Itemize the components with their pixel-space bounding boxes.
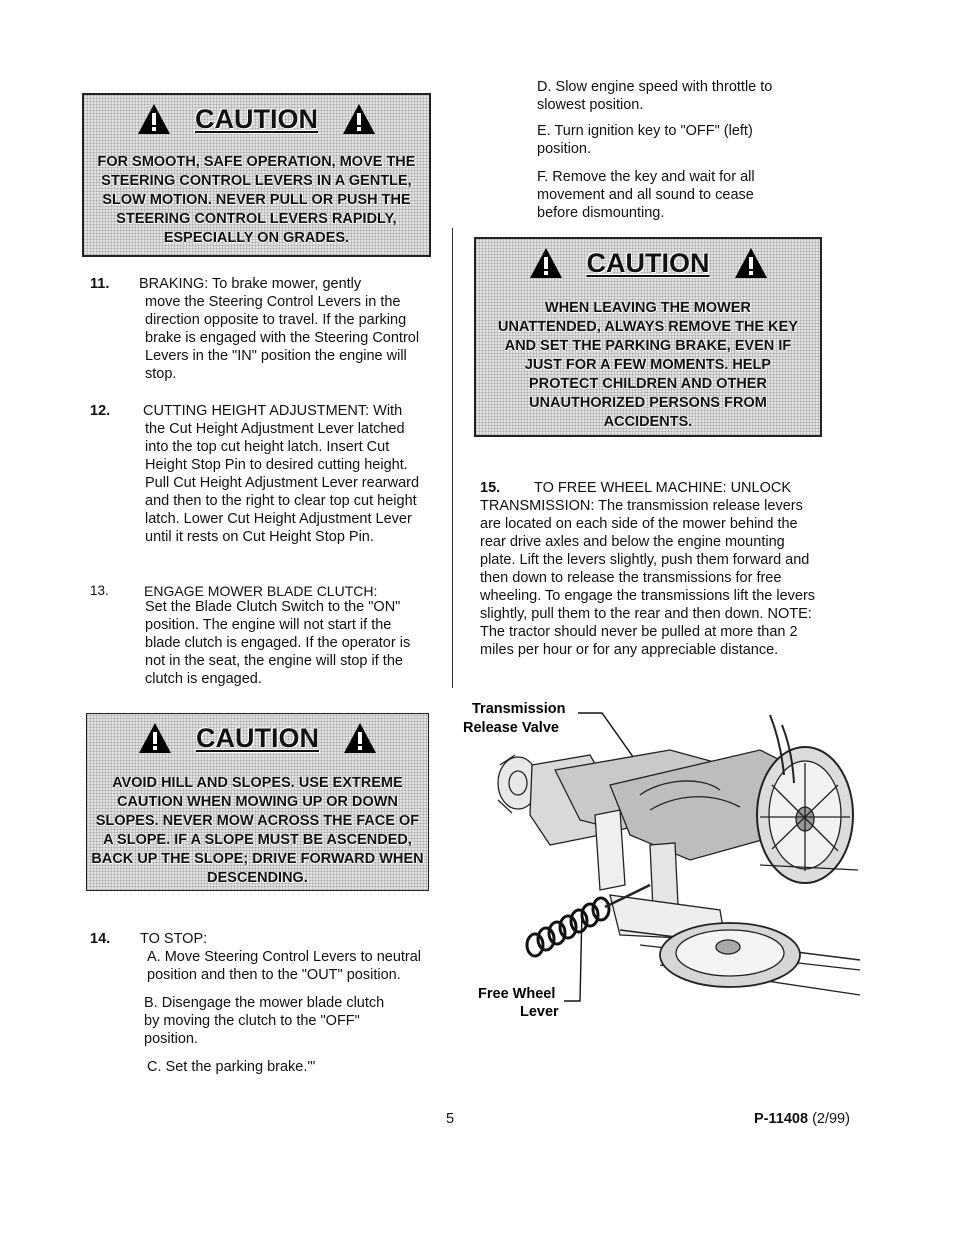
stop-step-b: B. Disengage the mower blade clutch by moving the clutch to the "OFF" position. — [144, 995, 385, 1047]
item-number: 15. — [480, 480, 501, 496]
section-braking — [90, 275, 430, 385]
warning-triangle-icon — [137, 103, 171, 135]
item-lead: ENGAGE MOWER BLADE CLUTCH: — [144, 583, 378, 599]
transmission-diagram — [460, 695, 865, 1040]
stop-step-d: D. Slow engine speed with throttle to slowest position. — [537, 79, 773, 113]
label-lever: Lever — [520, 1004, 559, 1020]
section-cutting-height — [90, 402, 430, 572]
caution-box-steering — [82, 93, 431, 257]
item-number: 14. — [90, 931, 111, 947]
item-body: Set the Blade Clutch Switch to the "ON" position. The engine will not start if the blade clutch is engaged. If the operator is not in the seat, the engine will stop if the clutch is engaged. — [145, 599, 411, 687]
warning-triangle-icon — [343, 722, 377, 754]
label-release-valve-text: Release Valve — [463, 720, 559, 736]
leader-line-lever — [564, 910, 582, 1001]
label-release-valve — [463, 720, 559, 736]
warning-triangle-icon — [529, 247, 563, 279]
warning-triangle-icon — [734, 247, 768, 279]
item-lead: TO FREE WHEEL MACHINE: UNLOCK — [534, 480, 792, 496]
caution-header — [84, 103, 429, 135]
caution-title: CAUTION — [195, 104, 318, 134]
caution-header — [476, 247, 820, 279]
item-lead: BRAKING: To brake mower, gently — [139, 276, 362, 292]
item-number: 11. — [90, 276, 110, 292]
item-body: move the Steering Control Levers in the direction opposite to travel. If the parking brake is engaged with the Steering Control Levers in the "IN" position the engine will stop. — [145, 294, 420, 382]
warning-triangle-icon — [342, 103, 376, 135]
item-number: 12. — [90, 403, 111, 419]
caution-message: FOR SMOOTH, SAFE OPERATION, MOVE THE STEERING CONTROL LEVERS IN A GENTLE, SLOW MOTION. NEVER PULL OR PUSH THE STEERING CONTROL LEVERS RAPIDLY, ESPECIALLY ON GRADES. — [97, 154, 416, 246]
section-blade-clutch — [90, 582, 430, 692]
page-number: 5 — [446, 1111, 455, 1127]
caution-message: WHEN LEAVING THE MOWER UNATTENDED, ALWAYS REMOVE THE KEY AND SET THE PARKING BRAKE, EVEN IF JUST FOR A FEW MOMENTS. HELP PROTECT CHILDREN AND OTHER UNAUTHORIZED PERSONS FROM ACCIDENTS. — [498, 300, 798, 430]
item-body: TRANSMISSION: The transmission release levers are located on each side of the mower behind the rear drive axles and below the engine mounting plate. Lift the levers slightly, push them forward and then down to release the transmissions for free wheeling. To engage the transmissions lift the levers slightly, pull them to the rear and then down. NOTE: The tractor should never be pulled at more than 2 miles per hour or for any appreciable distance. — [480, 498, 816, 658]
doc-date: (2/99) — [812, 1111, 850, 1127]
item-lead: CUTTING HEIGHT ADJUSTMENT: With — [143, 403, 403, 419]
document-code — [754, 1110, 850, 1128]
caution-box-slopes — [86, 713, 429, 891]
warning-triangle-icon — [138, 722, 172, 754]
section-to-stop — [90, 930, 435, 1080]
stop-step-a: A. Move Steering Control Levers to neutral position and then to the "OUT" position. — [147, 949, 422, 983]
doc-code: P-11408 — [754, 1111, 809, 1127]
caution-message: AVOID HILL AND SLOPES. USE EXTREME CAUTION WHEN MOWING UP OR DOWN SLOPES. NEVER MOW ACROSS THE FACE OF A SLOPE. IF A SLOPE MUST BE ASCENDED, BACK UP THE SLOPE; DRIVE FORWARD WHEN DESCENDING. — [91, 775, 424, 886]
column-divider — [452, 228, 453, 688]
section-free-wheel — [480, 479, 820, 679]
stop-step-c: C. Set the parking brake.'" — [147, 1059, 316, 1075]
stop-step-f: F. Remove the key and wait for all movement and all sound to cease before dismounting. — [537, 169, 755, 221]
caution-title: CAUTION — [196, 723, 319, 753]
item-body: the Cut Height Adjustment Lever latched into the top cut height latch. Insert Cut Height Stop Pin to desired cutting height. Pull Cut Height Adjustment Lever rearward and then to the right to clear top cut height latch. Lower Cut Height Adjustment Lever until it rests on Cut Height Stop Pin. — [145, 421, 420, 545]
item-number: 13. — [90, 583, 109, 598]
stop-step-e: E. Turn ignition key to "OFF" (left) position. — [537, 123, 753, 157]
label-transmission: Transmission — [472, 701, 566, 717]
label-free-wheel: Free Wheel — [478, 986, 556, 1002]
caution-header — [87, 722, 428, 754]
caution-box-unattended — [474, 237, 822, 437]
item-lead: TO STOP: — [140, 931, 208, 947]
caution-title: CAUTION — [586, 248, 710, 278]
machine-sketch — [498, 715, 860, 995]
